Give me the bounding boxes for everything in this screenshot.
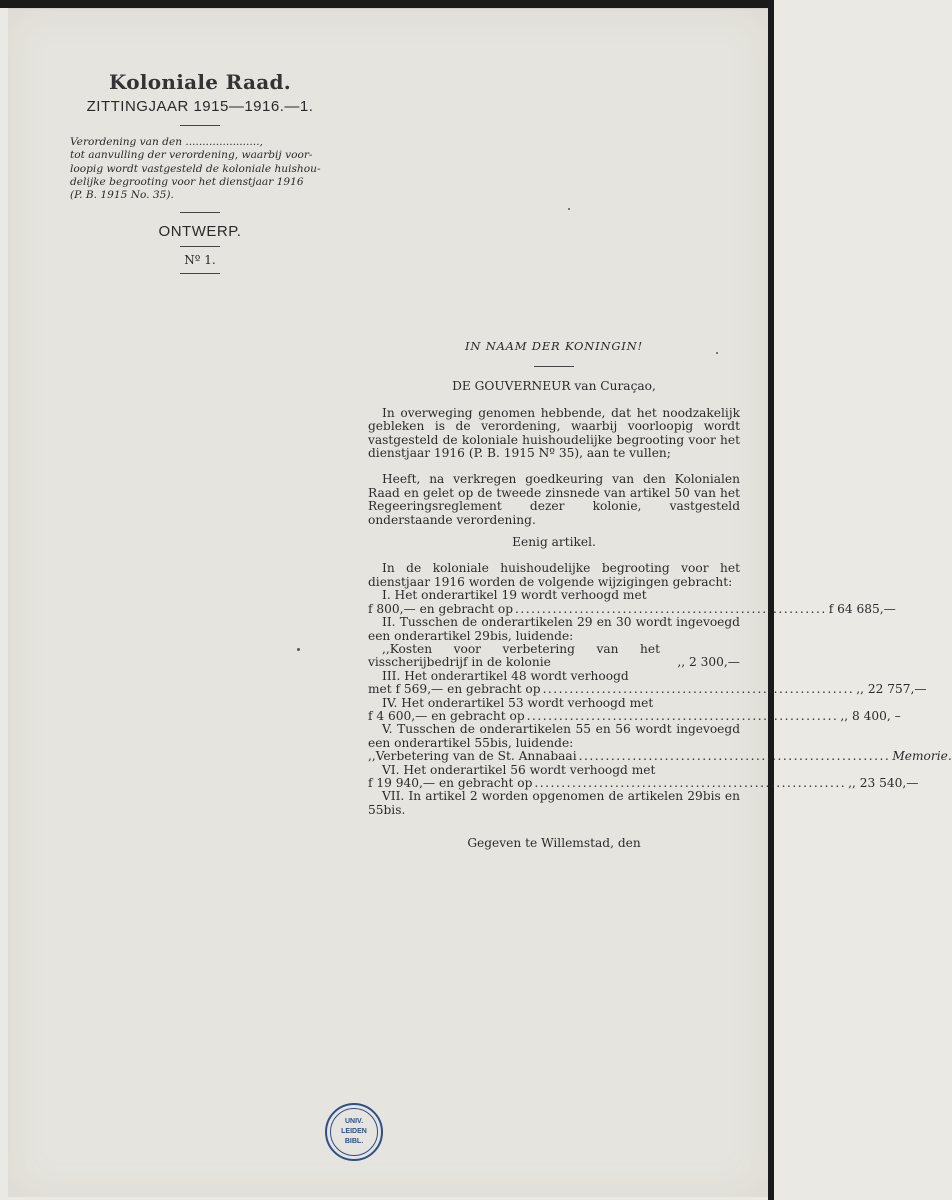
divider (180, 246, 220, 247)
item-amount: f 64 685,— (828, 601, 896, 616)
divider (180, 273, 220, 274)
ordinance-title-line: delijke begrooting voor het dienstjaar 1916 (70, 175, 304, 188)
item-sub: f 4 600,— en gebracht op (368, 708, 525, 723)
ordinance-title-line: (P. B. 1915 No. 35). (70, 189, 174, 202)
ordinance-title (70, 136, 330, 202)
invocation: IN NAAM DER KONINGIN! (465, 339, 643, 353)
article-heading: Eenig artikel. (512, 535, 596, 550)
item-sub: f 800,— en gebracht op (368, 601, 514, 616)
item-amount: ,, 8 400, – (840, 708, 901, 723)
speck (568, 208, 570, 210)
item-amount: ,, 22 757,— (856, 682, 927, 697)
item-amount-row (368, 708, 901, 723)
speck (716, 352, 718, 354)
ordinance-body (368, 339, 952, 851)
draft-number: Nº 1. (184, 253, 216, 268)
item-text: VII. In artikel 2 worden opgenomen de artikelen 29bis en 55bis. (368, 789, 740, 817)
item-sub: met f 569,— en gebracht op (368, 682, 541, 697)
item-amount: ,, 23 540,— (848, 775, 919, 790)
ordinance-title-line: tot aanvulling der verordening, waarbij voor- (70, 149, 313, 162)
item-amount-row (368, 601, 896, 616)
speck (297, 648, 300, 651)
item-amount-row (368, 749, 952, 764)
item-amount: ,, 2 300,— (677, 655, 740, 670)
ordinance-title-line: loopig wordt vastgesteld de koloniale huishou- (70, 162, 321, 175)
scan-border-right (768, 0, 774, 1200)
item-sub: ,,Kosten voor verbetering van het visscherijbedrijf in de kolonie (368, 641, 660, 670)
considering-clause: In overweging genomen hebbende, dat het noodzakelijk gebleken is de verordening, waarbij voorloopig wordt vastgesteld de koloniale huishoudelijke begrooting voor het dienstjaar 1916 (P. B. 1915 Nº 35), aan te vullen; (368, 405, 740, 461)
item-amount-row (368, 682, 927, 697)
scan-border-top (0, 0, 774, 8)
item-sub: f 19 940,— en gebracht op (368, 775, 533, 790)
draft-label: ONTWERP. (158, 223, 242, 241)
divider (180, 212, 220, 213)
divider (180, 125, 220, 126)
item-text: VI. Het onderartikel 56 wordt verhoogd met (382, 762, 656, 777)
item-text: I. Het onderartikel 19 wordt verhoogd met (382, 588, 647, 603)
library-stamp (325, 1103, 383, 1161)
leader-dots: .......................................................... (534, 775, 847, 790)
item-text: IV. Het onderartikel 53 wordt verhoogd met (382, 695, 654, 710)
enacting-clause: Heeft, na verkregen goedkeuring van den Kolonialen Raad en gelet op de tweede zinsnede van artikel 50 van het Regeeringsreglement dezer kolonie, vastgesteld onderstaande verordening. (368, 472, 740, 527)
item-text: II. Tusschen de onderartikelen 29 en 30 wordt ingevoegd een onderartikel 29bis, luidende: (368, 615, 740, 643)
item-amount-row (368, 775, 919, 790)
leader-dots: .......................................................... (578, 749, 891, 764)
leader-dots: .......................................................... (515, 601, 827, 616)
leader-dots: .......................................................... (526, 708, 839, 723)
item-text: III. Het onderartikel 48 wordt verhoogd (382, 668, 629, 683)
leader-dots: .......................................................... (542, 682, 855, 697)
divider (534, 366, 574, 367)
item-sub: ,,Verbetering van de St. Annabaai (368, 749, 577, 764)
stamp-line: BIBL. (344, 1138, 364, 1145)
article-intro: In de koloniale huishoudelijke begrooting voor het dienstjaar 1916 worden de volgende wijzigingen gebracht: (368, 561, 740, 589)
item-text: V. Tusschen de onderartikelen 55 en 56 wordt ingevoegd een onderartikel 55bis, luidende: (368, 722, 740, 750)
ordinance-title-line: Verordening van den ......................, (70, 136, 263, 148)
issuer: DE GOUVERNEUR van Curaçao, (452, 379, 656, 394)
item-amount: Memorie. (892, 749, 952, 764)
stamp-line: LEIDEN (341, 1128, 367, 1135)
stamp-line: UNIV. (344, 1118, 364, 1125)
council-title: Koloniale Raad. (108, 70, 292, 94)
left-column (70, 70, 330, 280)
closing-line: Gegeven te Willemstad, den (467, 836, 641, 851)
session-year: ZITTINGJAAR 1915—1916.—1. (86, 98, 314, 115)
